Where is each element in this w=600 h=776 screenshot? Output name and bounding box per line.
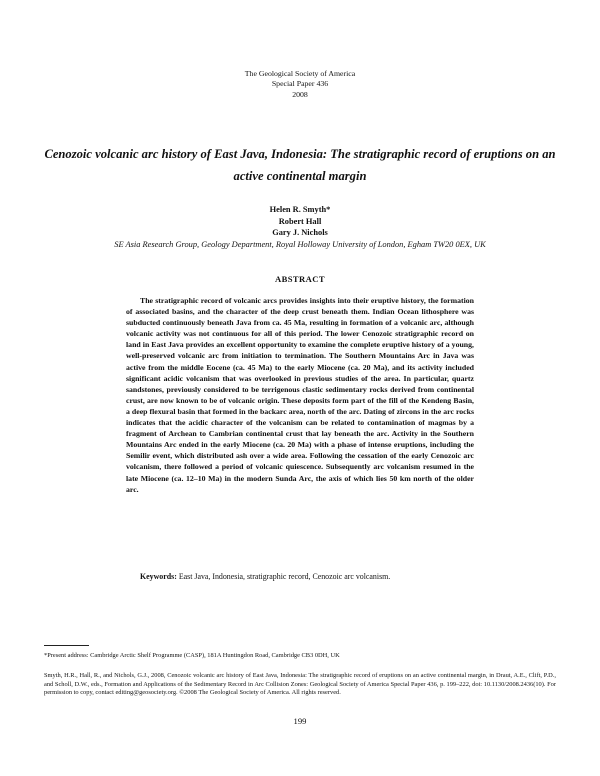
footnote: *Present address: Cambridge Arctic Shelf Programme (CASP), 181A Huntingdon Road, Cambridge CB3 0DH, UK [44,652,340,659]
citation: Smyth, H.R., Hall, R., and Nichols, G.J., 2008, Cenozoic volcanic arc history of East Java, Indonesia: The stratigraphic record of eruptions on an active continental margin, in Draut, A.E., Clift, P.D., and Scholl, D.W., eds., Formation and Applications of the Sedimentary Record in Arc Collision Zones: Geological Society of America Special Paper 436, p. 199–222, doi: 10.1130/2008.2436(10). For permission to copy, contact editing@geosociety.org. ©2008 The Geological Society of America. All rights reserved. [44,672,556,696]
series-name: Special Paper 436 [271,79,329,89]
publication-year: 2008 [292,89,308,99]
page-number: 199 [293,716,307,726]
author: Gary J. Nichols [272,228,328,238]
author: Helen R. Smyth* [269,205,331,214]
society-name: The Geological Society of America [244,69,356,78]
journal-header [0,69,600,100]
abstract-text: The stratigraphic record of volcanic arcs provides insights into their eruptive history, the formation of associated basins, and the character of the deep crust beneath them. Indian Ocean lithosphere was subducted continuously beneath Java from ca. 45 Ma, resulting in formation of a volcanic arc, although volcanic activity was not continuous for all of this period. The lower Cenozoic stratigraphic record on land in East Java provides an excellent opportunity to examine the complete eruptive history of a young, well-preserved volcanic arc from initiation to termination. The Southern Mountains Arc in Java was active from the middle Eocene (ca. 45 Ma) to the early Miocene (ca. 20 Ma), and its activity included significant acidic volcanism that was overlooked in previous studies of the area. In particular, quartz sandstones, previously considered to be terrigenous clastic sedimentary rocks derived from continental crust, are now known to be of volcanic origin. These deposits form part of the fill of the Kendeng Basin, a deep flexural basin that formed in the backarc area, north of the arc. Dating of zircons in the arc rocks indicates that the acidic character of the volcanism can be related to contamination of magmas by a fragment of Archean to Cambrian continental crust that lay beneath the arc. Activity in the Southern Mountains Arc ended in the early Miocene (ca. 20 Ma) with a phase of intense eruptions, including the Semilir event, which distributed ash over a wide area. Following the cessation of the early Cenozoic arc volcanism, there followed a period of volcanic quiescence. Subsequently arc volcanism resumed in the late Miocene (ca. 12–10 Ma) in the modern Sunda Arc, the axis of which lies 50 km north of the older arc. [126,296,474,494]
footnote-divider [44,645,89,646]
keywords-text: East Java, Indonesia, stratigraphic record, Cenozoic arc volcanism. [178,572,391,581]
author: Robert Hall [278,216,322,226]
paper-title: Cenozoic volcanic arc history of East Java, Indonesia: The stratigraphic record of eruptions on an active continental margin [44,147,556,183]
abstract-heading: ABSTRACT [275,274,325,284]
keywords-label: Keywords: [140,572,177,581]
keywords [140,572,500,582]
affiliation: SE Asia Research Group, Geology Department, Royal Holloway University of London, Egham TW20 0EX, UK [114,240,486,249]
author-list [0,204,600,239]
